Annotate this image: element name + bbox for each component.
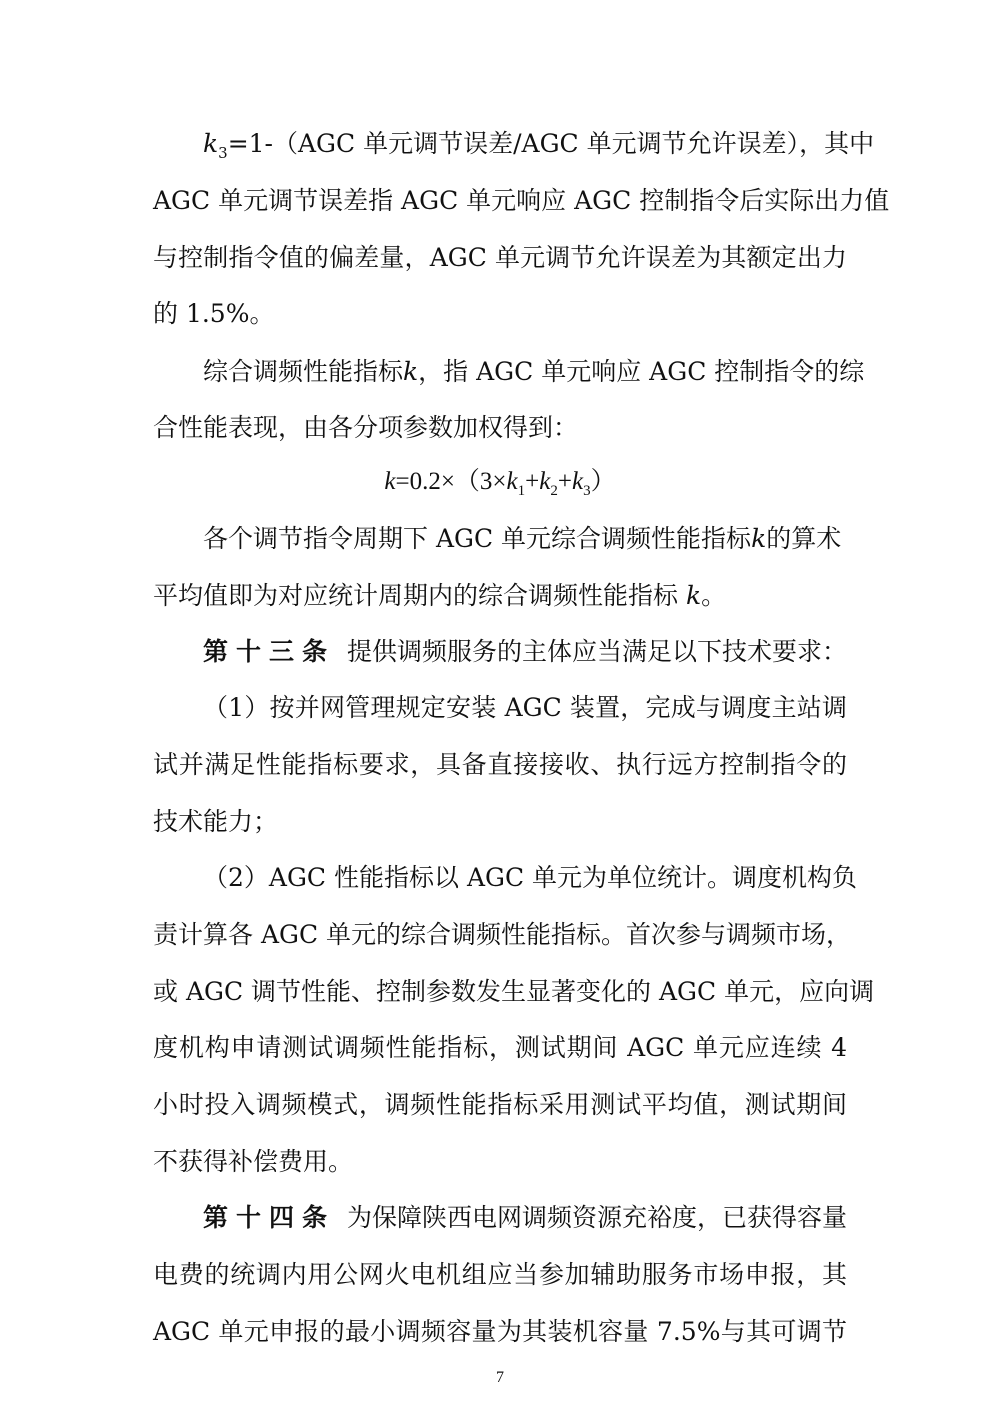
formula-plus: + (557, 468, 572, 495)
text-segment: 提供调频服务的主体应当满足以下技术要求： (346, 637, 847, 666)
text-line: AGC 单元申报的最小调频容量为其装机容量 7.5%与其可调节 (153, 1317, 847, 1346)
text-line: 技术能力； (153, 807, 279, 836)
formula-k: k (384, 468, 396, 495)
text-line: （2）AGC 性能指标以 AGC 单元为单位统计。调度机构负 (203, 863, 858, 892)
text-segment: 各个调节指令周期下 AGC 单元综合调频性能指标 (203, 524, 752, 553)
text-line (203, 626, 847, 678)
text-line: 试并满足性能指标要求，具备直接接收、执行远方控制指令的 (153, 750, 847, 779)
paragraph-line (0, 402, 1000, 454)
paragraph-line (0, 1136, 1000, 1188)
formula (0, 456, 1000, 517)
formula-k3-subscript: 3 (583, 483, 591, 499)
paragraph-line (0, 513, 1000, 565)
formula-k2-subscript: 2 (550, 483, 558, 499)
formula-coefficient: =0.2×（3× (395, 468, 507, 495)
paragraph-line (0, 288, 1000, 340)
text-segment: 的算术 (766, 524, 842, 553)
k3-definition: =1-（AGC 单元调节误差/AGC 单元调节允许误差），其中 (227, 129, 875, 158)
formula-k1-subscript: 1 (517, 483, 526, 499)
text-segment: 为保障陕西电网调频资源充裕度，已获得容量 (346, 1203, 847, 1232)
paragraph-line (0, 570, 1000, 622)
paragraph-line (0, 175, 1000, 227)
paragraph-line (0, 232, 1000, 284)
paragraph-line (0, 739, 1000, 791)
paragraph-line (0, 796, 1000, 848)
formula-k1: k (506, 468, 518, 495)
formula-line (0, 456, 1000, 508)
text-segment: 综合调频性能指标 (203, 357, 404, 386)
paragraph-line (0, 1306, 1000, 1358)
paragraph-line (0, 852, 1000, 904)
text-line: 小时投入调频模式，调频性能指标采用测试平均值，测试期间 (153, 1090, 847, 1119)
text-line: 电费的统调内用公网火电机组应当参加辅助服务市场申报，其 (153, 1260, 847, 1289)
k-symbol: k (403, 357, 419, 386)
text-line: （1）按并网管理规定安装 AGC 装置，完成与调度主站调 (203, 693, 847, 722)
k-symbol: k (686, 581, 702, 610)
text-line: 度机构申请测试调频性能指标，测试期间 AGC 单元应连续 4 (153, 1033, 847, 1062)
paragraph-line (0, 626, 1000, 678)
paragraph-line (0, 1079, 1000, 1131)
formula-k2: k (539, 468, 551, 495)
k3-symbol: k (203, 129, 219, 158)
text-line (203, 118, 875, 179)
formula-k3: k (571, 468, 584, 495)
formula-close: ） (590, 468, 616, 495)
text-line (203, 346, 865, 398)
k-symbol: k (751, 524, 767, 553)
text-line: 不获得补偿费用。 (153, 1147, 354, 1176)
paragraph-line (0, 1249, 1000, 1301)
text-line: 或 AGC 调节性能、控制参数发生显著变化的 AGC 单元，应向调 (153, 977, 875, 1006)
paragraph-line (0, 909, 1000, 961)
paragraph-line (0, 682, 1000, 734)
paragraph-line (0, 1192, 1000, 1244)
text-line: 合性能表现，由各分项参数加权得到： (153, 413, 579, 442)
text-segment: ，指 AGC 单元响应 AGC 控制指令的综 (418, 357, 865, 386)
k3-subscript: 3 (218, 144, 228, 162)
paragraph-line (0, 118, 1000, 170)
paragraph-line (0, 966, 1000, 1018)
page-number: 7 (496, 1369, 504, 1386)
article-13-heading: 第十三条 (203, 637, 335, 666)
text-line: 的 1.5%。 (153, 299, 275, 328)
text-segment: 。 (701, 581, 727, 610)
text-line (203, 1192, 847, 1244)
article-14-heading: 第十四条 (203, 1203, 335, 1232)
text-line: 与控制指令值的偏差量，AGC 单元调节允许误差为其额定出力 (153, 243, 847, 272)
text-line (203, 513, 847, 565)
text-segment: 平均值即为对应统计周期内的综合调频性能指标 (153, 581, 679, 610)
text-line: AGC 单元调节误差指 AGC 单元响应 AGC 控制指令后实际出力值 (153, 186, 890, 215)
paragraph-line (0, 346, 1000, 398)
paragraph-line (0, 1022, 1000, 1074)
formula-plus: + (525, 468, 540, 495)
text-line: 责计算各 AGC 单元的综合调频性能指标。首次参与调频市场， (153, 920, 852, 949)
text-line (153, 570, 726, 622)
